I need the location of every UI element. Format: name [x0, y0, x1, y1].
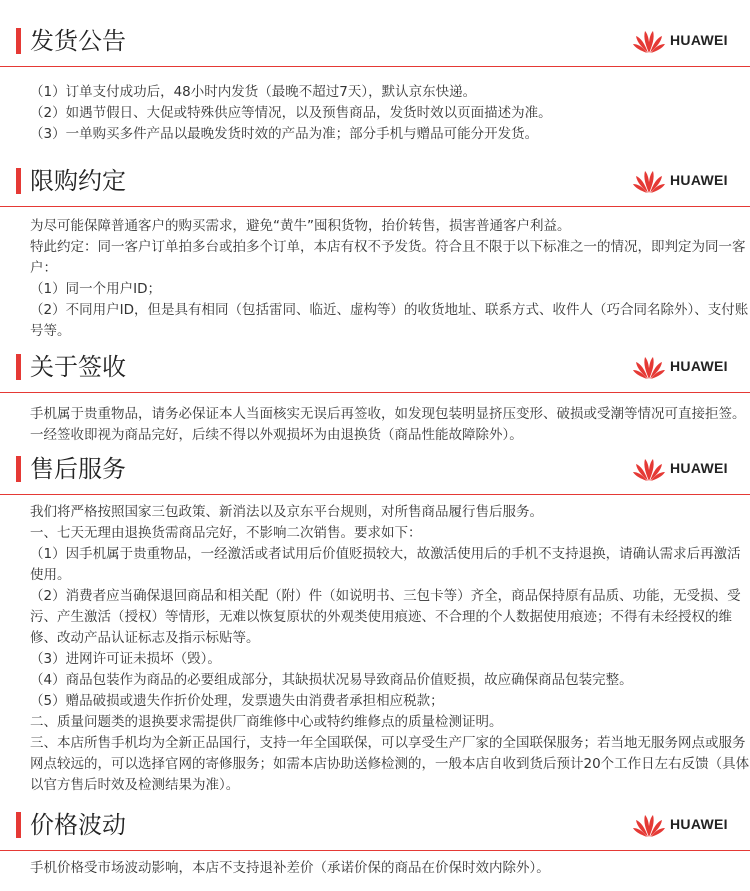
text-line: （2）不同用户ID，但是具有相同（包括雷同、临近、虚构等）的收货地址、联系方式、收件人（巧合同名除外）、支付账号等。	[30, 302, 749, 339]
text-line: （3）一单购买多件产品以最晚发货时效的产品为准；部分手机与赠品可能分开发货。	[30, 126, 539, 142]
huawei-logo-text: HUAWEI	[670, 816, 728, 832]
section-price-fluctuation	[0, 806, 750, 876]
text-line: （2）如遇节假日、大促或特殊供应等情况，以及预售商品，发货时效以页面描述为准。	[30, 105, 552, 121]
section-header	[0, 806, 750, 851]
huawei-logo	[632, 168, 744, 194]
section-title: 售后服务	[30, 455, 126, 483]
section-header	[0, 22, 750, 67]
section-delivery-receipt	[0, 348, 750, 443]
section-header	[0, 450, 750, 495]
section-accent-bar	[16, 354, 21, 380]
huawei-logo-text: HUAWEI	[670, 172, 728, 188]
text-line: 一、七天无理由退换货需商品完好，不影响二次销售。要求如下：	[30, 525, 422, 541]
huawei-logo-text: HUAWEI	[670, 460, 728, 476]
huawei-logo	[632, 812, 744, 838]
text-line: 为尽可能保障普通客户的购买需求，避免“黄牛”囤积货物，抬价转售，损害普通客户利益。	[30, 218, 571, 234]
text-line: 我们将严格按照国家三包政策、新消法以及京东平台规则，对所售商品履行售后服务。	[30, 504, 543, 520]
text-line: （1）订单支付成功后，48小时内发货（最晚不超过7天），默认京东快递。	[30, 84, 477, 100]
section-shipping-notice	[0, 22, 750, 142]
section-accent-bar	[16, 28, 21, 54]
section-title: 关于签收	[30, 353, 126, 381]
section-body	[30, 216, 750, 342]
huawei-logo-text: HUAWEI	[670, 358, 728, 374]
text-line: （4）商品包装作为商品的必要组成部分，其缺损状况易导致商品价值贬损，故应确保商品包装完整。	[30, 672, 633, 688]
section-body	[30, 858, 750, 879]
section-header	[0, 162, 750, 207]
huawei-logo	[632, 28, 744, 54]
section-accent-bar	[16, 456, 21, 482]
text-line: 手机属于贵重物品，请务必保证本人当面核实无误后再签收，如发现包装明显挤压变形、破损或受潮等情况可直接拒签。一经签收即视为商品完好，后续不得以外观损坏为由退换货（商品性能故障除外）。	[30, 406, 746, 443]
section-purchase-limit	[0, 162, 750, 339]
section-accent-bar	[16, 812, 21, 838]
section-accent-bar	[16, 168, 21, 194]
text-line: （1）因手机属于贵重物品，一经激活或者试用后价值贬损较大，故激活使用后的手机不支持退换，请确认需求后再激活使用。	[30, 546, 741, 583]
huawei-logo	[632, 354, 744, 380]
section-title: 发货公告	[30, 27, 126, 55]
text-line: 手机价格受市场波动影响，本店不支持退补差价（承诺价保的商品在价保时效内除外）。	[30, 860, 550, 876]
text-line: （5）赠品破损或遗失作折价处理，发票遗失由消费者承担相应税款；	[30, 693, 444, 709]
text-line: 特此约定：同一客户订单拍多台或拍多个订单，本店有权不予发货。符合且不限于以下标准之一的情况，即判定为同一客户：	[30, 239, 746, 276]
huawei-flower-icon	[632, 168, 666, 194]
text-line: 三、本店所售手机均为全新正品国行，支持一年全国联保，可以享受生产厂家的全国联保服务；若当地无服务网点或服务网点较远的，可以选择官网的寄修服务；如需本店协助送修检测的，一般本店自收到货后预计20个工作日左右反馈（具体以官方售后时效及检测结果为准）。	[30, 735, 750, 793]
section-body	[30, 404, 750, 446]
huawei-flower-icon	[632, 812, 666, 838]
huawei-logo-text: HUAWEI	[670, 32, 728, 48]
text-line: （3）进网许可证未损坏（毁）。	[30, 651, 221, 667]
huawei-flower-icon	[632, 28, 666, 54]
text-line: （1）同一个用户ID；	[30, 281, 161, 297]
section-header	[0, 348, 750, 393]
section-title: 价格波动	[30, 811, 126, 839]
section-title: 限购约定	[30, 167, 126, 195]
huawei-logo	[632, 456, 744, 482]
section-body	[30, 82, 750, 145]
section-body	[30, 502, 750, 796]
text-line: （2）消费者应当确保退回商品和相关配（附）件（如说明书、三包卡等）齐全，商品保持原有品质、功能，无受损、受污、产生激活（授权）等情形，无难以恢复原状的外观类使用痕迹、不合理的个人数据使用痕迹；不得有未经授权的维修、改动产品认证标志及指示标贴等。	[30, 588, 741, 646]
huawei-flower-icon	[632, 354, 666, 380]
section-after-sales	[0, 450, 750, 793]
huawei-flower-icon	[632, 456, 666, 482]
text-line: 二、质量问题类的退换要求需提供厂商维修中心或特约维修点的质量检测证明。	[30, 714, 503, 730]
